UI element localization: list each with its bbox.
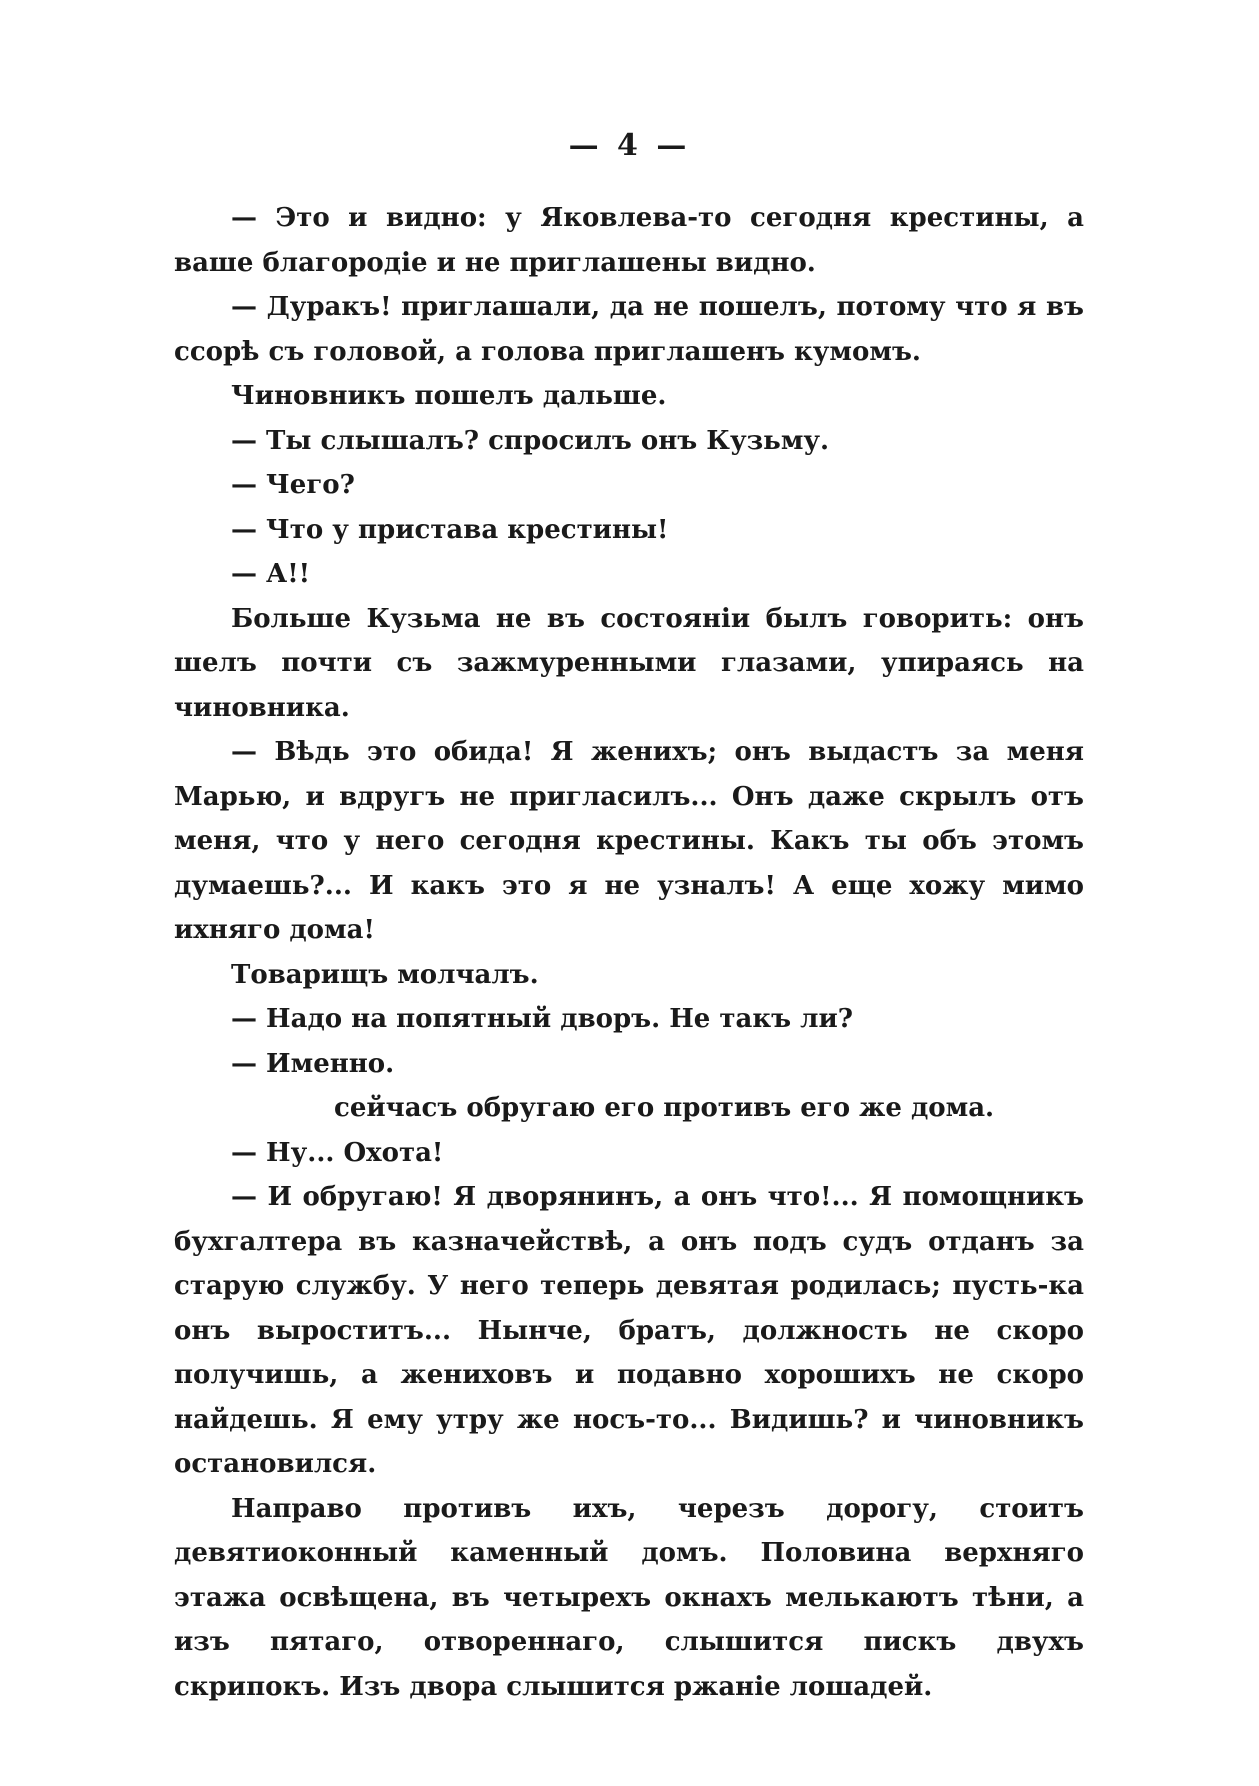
paragraph-7: — А!!	[231, 559, 311, 589]
paragraph-14: — Ну... Охота!	[231, 1137, 444, 1168]
paragraph-12: — Именно.	[231, 1048, 395, 1079]
paragraph-10: Товарищъ молчалъ.	[231, 959, 539, 990]
paragraph-4: — Ты слышалъ? спросилъ онъ Кузьму.	[231, 425, 830, 456]
paragraph-1: — Это и видно: у Яковлева-то сегодня крестины, а ваше благородіе и не приглашены видно.	[174, 203, 1084, 278]
paragraph-15: — И обругаю! Я дворянинъ, а онъ что!... Я помощникъ бухгалтера въ казначействѣ, а онъ подъ судъ отданъ за старую службу. У него теперь девятая родилась; пусть-ка онъ выроститъ... Нынче, братъ, должность не скоро получишь, а жениховъ и подавно хорошихъ не скоро найдешь. Я ему утру же носъ-то... Видишь? и чиновникъ остановился.	[174, 1182, 1084, 1479]
paragraph-9: — Вѣдь это обида! Я женихъ; онъ выдастъ за меня Марью, и вдругъ не пригласилъ... Онъ даже скрылъ отъ меня, что у него сегодня крестины. Какъ ты объ этомъ думаешь?... И какъ это я не узналъ! А еще хожу мимо ихняго дома!	[174, 737, 1084, 945]
paragraph-11: — Надо на попятный дворъ. Не такъ ли?	[231, 1004, 853, 1034]
paragraph-8: Больше Кузьма не въ состояніи былъ говорить: онъ шелъ почти съ зажмуренными глазами, упираясь на чиновника.	[174, 603, 1084, 723]
paragraph-6: — Что у пристава крестины!	[231, 514, 669, 545]
page-number: — 4 —	[568, 128, 691, 163]
paragraph-13: сейчасъ обругаю его противъ его же дома.	[334, 1093, 995, 1123]
paragraph-3: Чиновникъ пошелъ дальше.	[231, 381, 667, 411]
paragraph-2: — Дуракъ! приглашали, да не пошелъ, потому что я въ ссорѣ съ головой, а голова приглашенъ кумомъ.	[174, 292, 1084, 367]
paragraph-16: Направо противъ ихъ, черезъ дорогу, стоитъ девятиоконный каменный домъ. Половина верхняго этажа освѣщена, въ четырехъ окнахъ мелькаютъ тѣни, а изъ пятаго, отвореннаго, слышится пискъ двухъ скрипокъ. Изъ двора слышится ржаніе лошадей.	[174, 1493, 1084, 1702]
body-text	[174, 196, 1084, 1709]
paragraph-5: — Чего?	[231, 470, 355, 500]
